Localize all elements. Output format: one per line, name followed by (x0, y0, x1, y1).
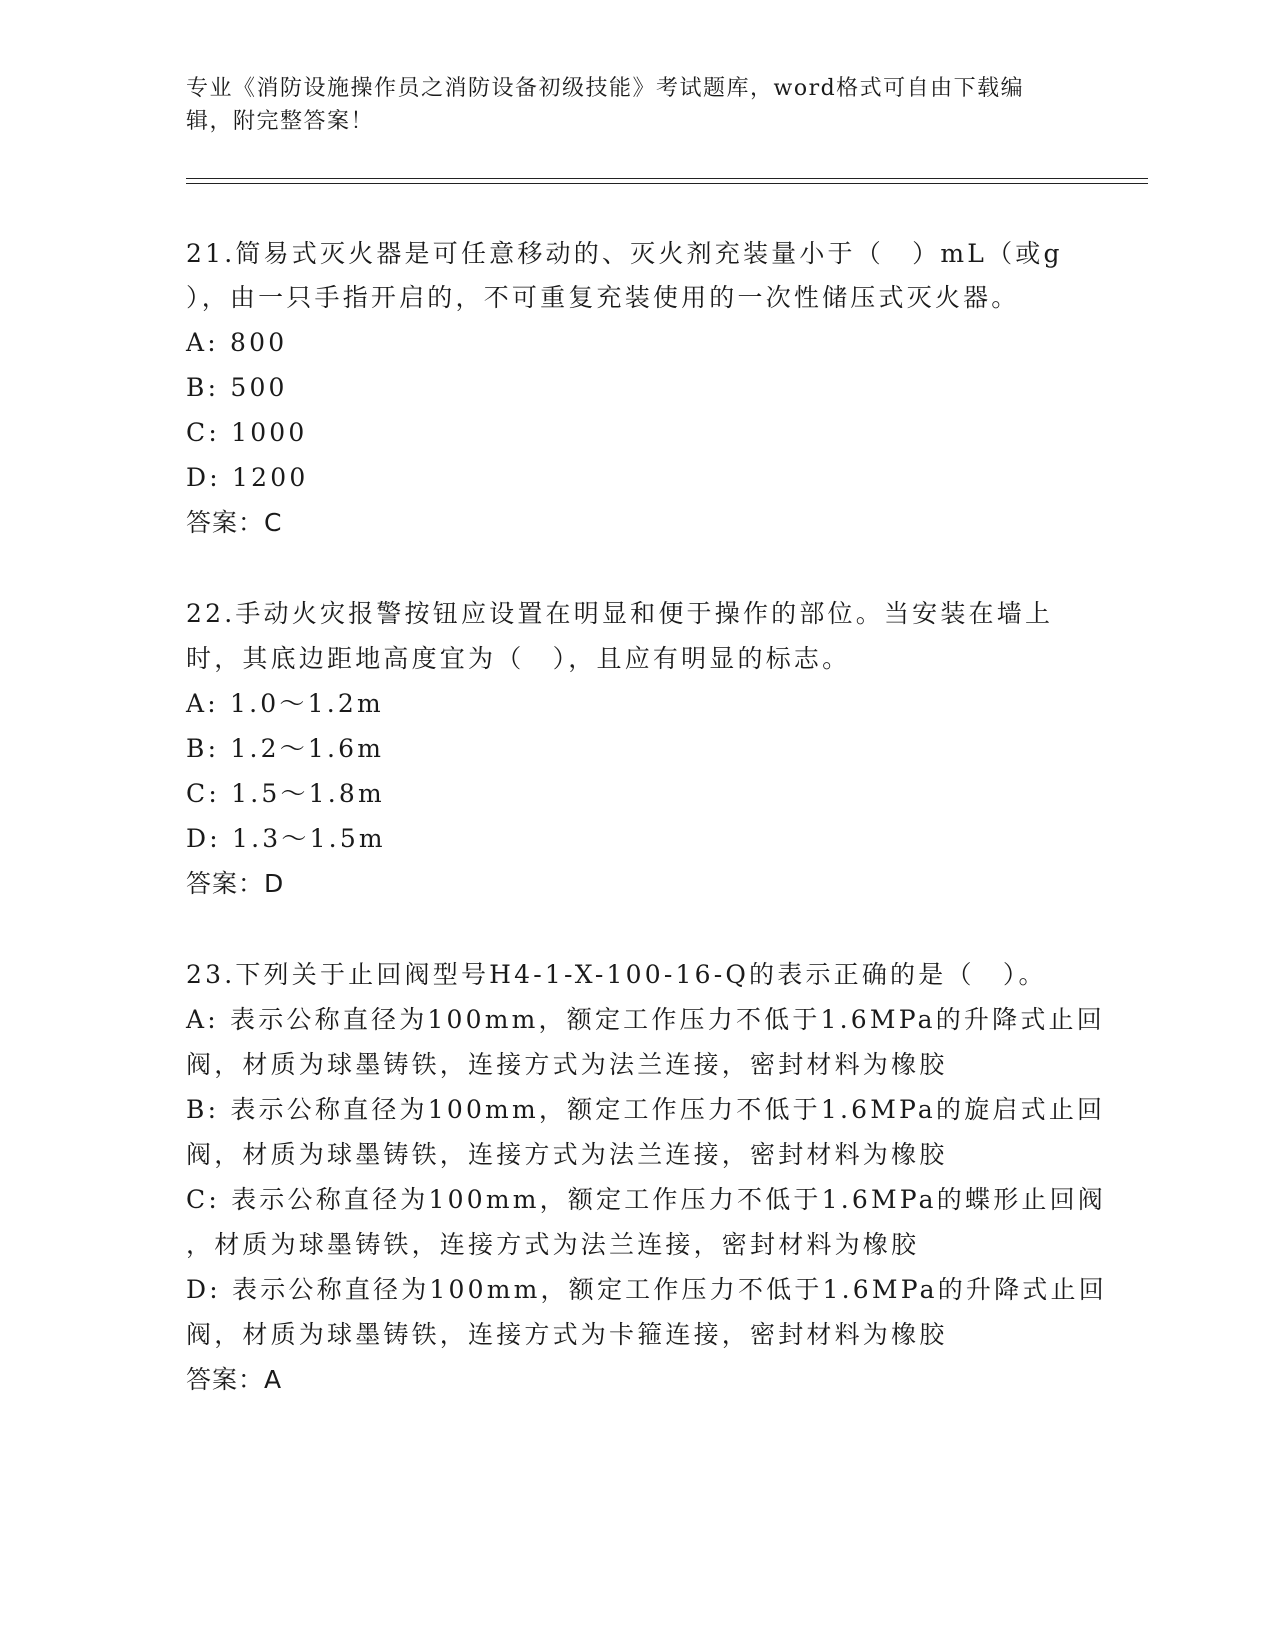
question-23-option-b-line-1: B: 表示公称直径为100mm，额定工作压力不低于1.6MPa的旋启式止回 (186, 1095, 1106, 1124)
question-22-line-2: 时，其底边距地高度宜为（ ），且应有明显的标志。 (186, 644, 851, 673)
question-22-option-a: A: 1.0～1.2m (186, 689, 384, 718)
question-22-line-1: 22.手动火灾报警按钮应设置在明显和便于操作的部位。当安装在墙上 (186, 599, 1054, 628)
question-21-option-b: B: 500 (186, 373, 288, 402)
question-23-option-d-line-1: D: 表示公称直径为100mm，额定工作压力不低于1.6MPa的升降式止回 (186, 1275, 1107, 1304)
question-22-option-b: B: 1.2～1.6m (186, 734, 385, 763)
header-rule-top (186, 178, 1148, 179)
question-23-option-a-line-1: A: 表示公称直径为100mm，额定工作压力不低于1.6MPa的升降式止回 (186, 1005, 1105, 1034)
question-23-option-c-line-1: C: 表示公称直径为100mm，额定工作压力不低于1.6MPa的蝶形止回阀 (186, 1185, 1106, 1214)
question-23-option-a-line-2: 阀，材质为球墨铸铁，连接方式为法兰连接，密封材料为橡胶 (186, 1050, 948, 1079)
question-23-option-b-line-2: 阀，材质为球墨铸铁，连接方式为法兰连接，密封材料为橡胶 (186, 1140, 948, 1169)
question-23-option-d-line-2: 阀，材质为球墨铸铁，连接方式为卡箍连接，密封材料为橡胶 (186, 1320, 948, 1349)
question-21-line-2: ），由一只手指开启的，不可重复充装使用的一次性储压式灭火器。 (186, 283, 1020, 312)
question-21-option-d: D: 1200 (186, 463, 309, 492)
question-23-answer: 答案：A (186, 1365, 283, 1394)
question-22-option-c: C: 1.5～1.8m (186, 779, 385, 808)
question-21-answer: 答案：C (186, 508, 283, 537)
document-header: 专业《消防设施操作员之消防设备初级技能》考试题库，word格式可自由下载编辑，附完整答案！ (186, 76, 1025, 134)
question-22-answer: 答案：D (186, 869, 285, 898)
question-21-option-c: C: 1000 (186, 418, 308, 447)
question-23-option-c-line-2: ，材质为球墨铸铁，连接方式为法兰连接，密封材料为橡胶 (186, 1230, 920, 1259)
question-23-line-1: 23.下列关于止回阀型号H4-1-X-100-16-Q的表示正确的是（ ）。 (186, 960, 1047, 989)
header-rule-bottom (186, 183, 1148, 184)
question-21-line-1: 21.简易式灭火器是可任意移动的、灭火剂充装量小于（ ）mL（或g (186, 239, 1063, 268)
question-22-option-d: D: 1.3～1.5m (186, 824, 386, 853)
question-21-option-a: A: 800 (186, 328, 288, 357)
